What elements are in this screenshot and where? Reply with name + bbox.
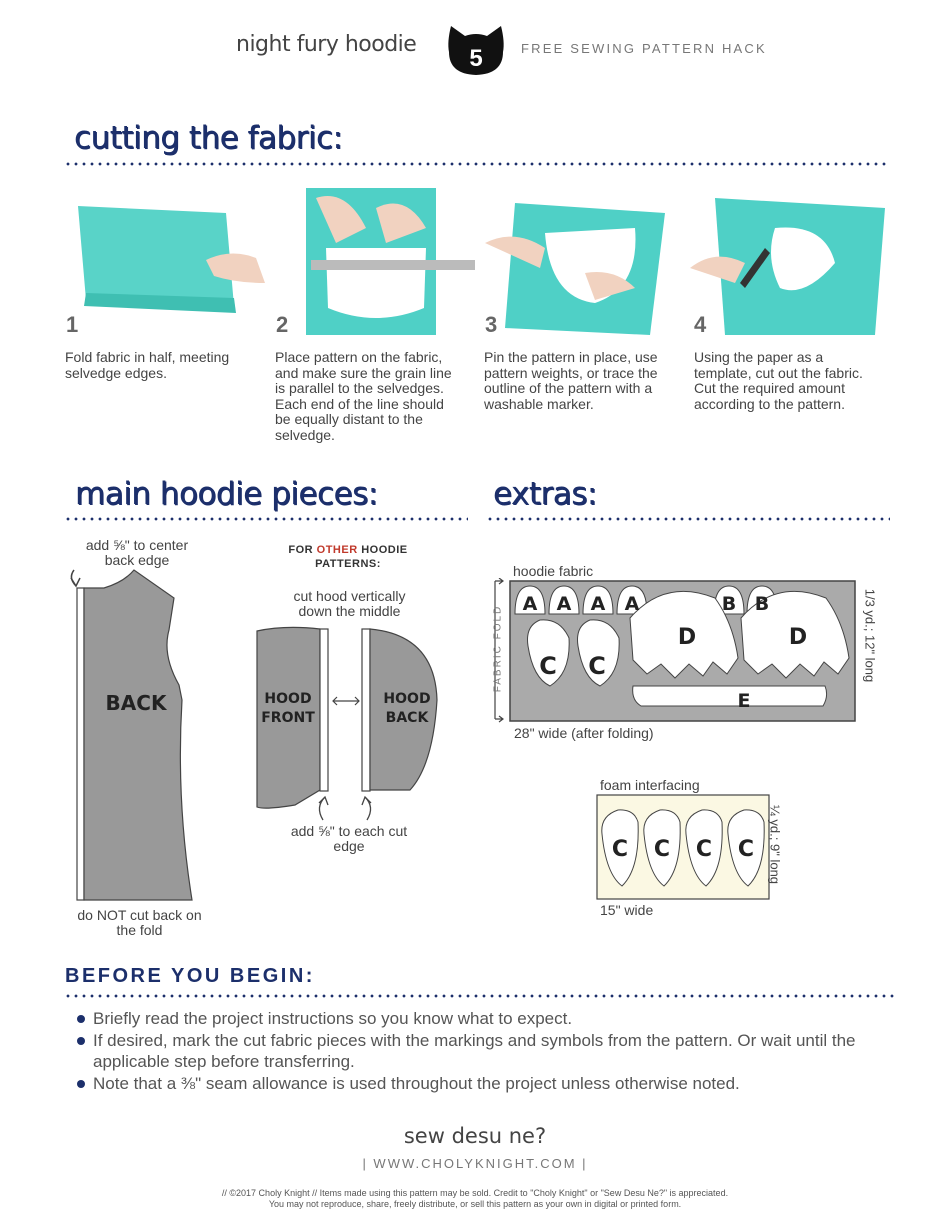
page-number: 5 <box>469 45 483 72</box>
foam-label: foam interfacing <box>600 777 700 793</box>
step-photo-2 <box>266 188 475 335</box>
list-item: Note that a ⅜" seam allowance is used throughout the project unless otherwise noted. <box>75 1073 895 1095</box>
hood-front-label: HOOD FRONT <box>261 691 315 726</box>
svg-text:A: A <box>556 593 572 615</box>
svg-text:E: E <box>737 690 751 712</box>
hoodie-fabric-label: hoodie fabric <box>513 563 594 579</box>
no-fold-note: do NOT cut back on the fold <box>77 907 202 938</box>
fabric-fold-label: FABRIC FOLD <box>492 604 504 693</box>
step-text: Pin the pattern in place, use pattern weights, or trace the outline of the pattern with a washable marker. <box>484 349 658 412</box>
svg-text:C: C <box>588 652 606 680</box>
add-edge-note: add ⅝" to each cut edge <box>290 823 408 854</box>
footer-url[interactable]: | WWW.CHOLYKNIGHT.COM | <box>362 1156 588 1171</box>
dotted-divider <box>64 162 890 166</box>
footer-copyright: // ©2017 Choly Knight // Items made using this pattern may be sold. Credit to "Choly Knight" or "Sew Desu Ne?" is appreciated. You may not reproduce, share, freely distribute, or sell this pattern as your own in digital or printed form. <box>221 1188 729 1209</box>
document-subtitle: FREE SEWING PATTERN HACK <box>521 41 767 56</box>
section-title-main-pieces: main hoodie pieces: <box>75 476 378 512</box>
step-photo-1 <box>56 188 265 335</box>
step-number: 4 <box>694 312 707 337</box>
hood-back-label: HOOD BACK <box>383 691 431 726</box>
hoodie-fabric-layout <box>485 578 860 726</box>
dotted-divider <box>64 994 894 998</box>
cat-badge-icon <box>443 22 509 78</box>
svg-text:D: D <box>788 625 808 650</box>
back-piece-diagram <box>64 560 194 910</box>
foam-width-label: 15" wide <box>600 902 654 918</box>
step-number: 2 <box>276 312 289 337</box>
section-title-cutting: cutting the fabric: <box>74 120 343 156</box>
fabric-size-label: 1/3 yd.; 12" long <box>862 588 878 683</box>
back-label: BACK <box>105 691 167 715</box>
foam-size-label: ¼ yd.; 9" long <box>767 804 783 885</box>
footer-brand: sew desu ne? <box>403 1124 547 1148</box>
other-patterns-label: FOR OTHER HOODIE PATTERNS: <box>288 544 408 570</box>
fabric-width-label: 28" wide (after folding) <box>514 725 654 741</box>
list-item: Briefly read the project instructions so you know what to expect. <box>75 1008 895 1030</box>
foam-layout <box>596 794 771 902</box>
section-title-extras: extras: <box>493 476 597 512</box>
svg-text:C: C <box>737 837 755 862</box>
svg-text:A: A <box>590 593 606 615</box>
before-list <box>75 1008 895 1094</box>
step-photo-3 <box>475 188 684 335</box>
list-item: If desired, mark the cut fabric pieces with the markings and symbols from the pattern. Or wait until the applicable step before transferring. <box>75 1030 895 1073</box>
svg-text:C: C <box>695 837 713 862</box>
dotted-divider <box>64 517 468 521</box>
dotted-divider <box>486 517 890 521</box>
document-title: night fury hoodie <box>236 32 417 57</box>
svg-text:A: A <box>624 593 640 615</box>
add-center-note: add ⅝" to center back edge <box>85 537 189 568</box>
svg-text:A: A <box>522 593 538 615</box>
svg-text:B: B <box>754 593 770 615</box>
step-text: Place pattern on the fabric, and make sure the grain line is parallel to the selvedges. Each end of the line should be equally distant to the selvedge. <box>275 349 452 443</box>
hood-pieces-diagram <box>255 625 445 855</box>
step-number: 3 <box>485 312 498 337</box>
cut-hood-note: cut hood vertically down the middle <box>293 588 406 619</box>
step-text: Fold fabric in half, meeting selvedge edges. <box>65 349 230 381</box>
svg-text:C: C <box>611 837 629 862</box>
step-text: Using the paper as a template, cut out the fabric. Cut the required amount according to the pattern. <box>694 349 863 412</box>
step-number: 1 <box>66 312 79 337</box>
before-you-begin-title: BEFORE YOU BEGIN: <box>65 965 315 987</box>
svg-text:B: B <box>721 593 737 615</box>
svg-text:C: C <box>539 652 557 680</box>
svg-text:C: C <box>653 837 671 862</box>
svg-text:D: D <box>677 625 697 650</box>
step-photo-4 <box>685 188 894 335</box>
